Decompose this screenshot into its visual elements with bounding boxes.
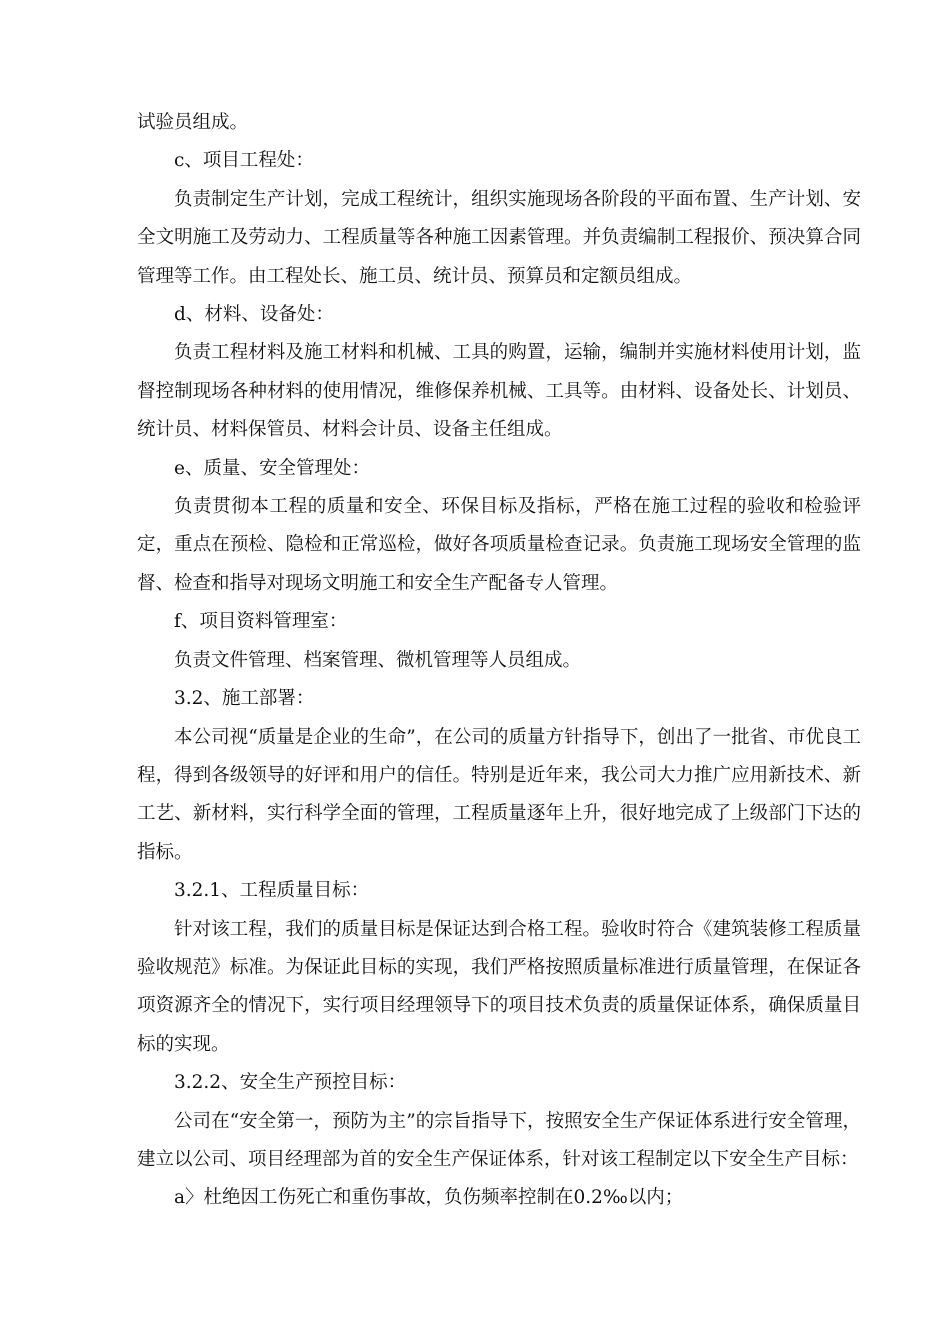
section-heading-construction-deployment: 3.2、施工部署： <box>174 688 315 710</box>
section-heading-materials-equipment: d、材料、设备处： <box>174 304 334 326</box>
paragraph-quality-safety: 负责贯彻本工程的质量和安全、环保目标及指标，严格在施工过程的验收和检验评定，重点在预检、隐检和正常巡检，做好各项质量检查记录。负责施工现场安全管理的监督、检查和指导对现场文明施工和安全生产配备专人管理。 <box>137 496 861 594</box>
section-heading-records-office: f、项目资料管理室： <box>174 611 348 633</box>
document-body <box>137 104 861 1218</box>
paragraph-quality-target: 针对该工程，我们的质量目标是保证达到合格工程。验收时符合《建筑装修工程质量验收规范》标准。为保证此目标的实现，我们严格按照质量标准进行质量管理，在保证各项资源齐全的情况下，实行项目经理领导下的项目技术负责的质量保证体系，确保质量目标的实现。 <box>137 918 861 1055</box>
section-heading-project-engineering: c、项目工程处： <box>174 150 314 172</box>
paragraph-continuation: 试验员组成。 <box>137 112 249 133</box>
section-heading-quality-safety: e、质量、安全管理处： <box>174 457 370 479</box>
section-heading-quality-target: 3.2.1、工程质量目标： <box>174 880 370 902</box>
list-item-safety-goal-a: a〉杜绝因工伤死亡和重伤事故，负伤频率控制在0.2‰以内； <box>174 1187 684 1209</box>
paragraph-project-engineering: 负责制定生产计划，完成工程统计，组织实施现场各阶段的平面布置、生产计划、安全文明施工及劳动力、工程质量等各种施工因素管理。并负责编制工程报价、预决算合同管理等工作。由工程处长、施工员、统计员、预算员和定额员组成。 <box>137 188 861 287</box>
paragraph-construction-deployment: 本公司视“质量是企业的生命”，在公司的质量方针指导下，创出了一批省、市优良工程，得到各级领导的好评和用户的信任。特别是近年来，我公司大力推广应用新技术、新工艺、新材料，实行科学全面的管理，工程质量逐年上升，很好地完成了上级部门下达的指标。 <box>137 726 861 863</box>
paragraph-safety-target: 公司在“安全第一，预防为主”的宗旨指导下，按照安全生产保证体系进行安全管理，建立以公司、项目经理部为首的安全生产保证体系，针对该工程制定以下安全生产目标： <box>137 1110 861 1170</box>
section-heading-safety-target: 3.2.2、安全生产预控目标： <box>174 1072 407 1094</box>
paragraph-records-office: 负责文件管理、档案管理、微机管理等人员组成。 <box>174 649 582 671</box>
paragraph-materials-equipment: 负责工程材料及施工材料和机械、工具的购置，运输，编制并实施材料使用计划，监督控制现场各种材料的使用情况，维修保养机械、工具等。由材料、设备处长、计划员、统计员、材料保管员、材料会计员、设备主任组成。 <box>137 342 861 441</box>
